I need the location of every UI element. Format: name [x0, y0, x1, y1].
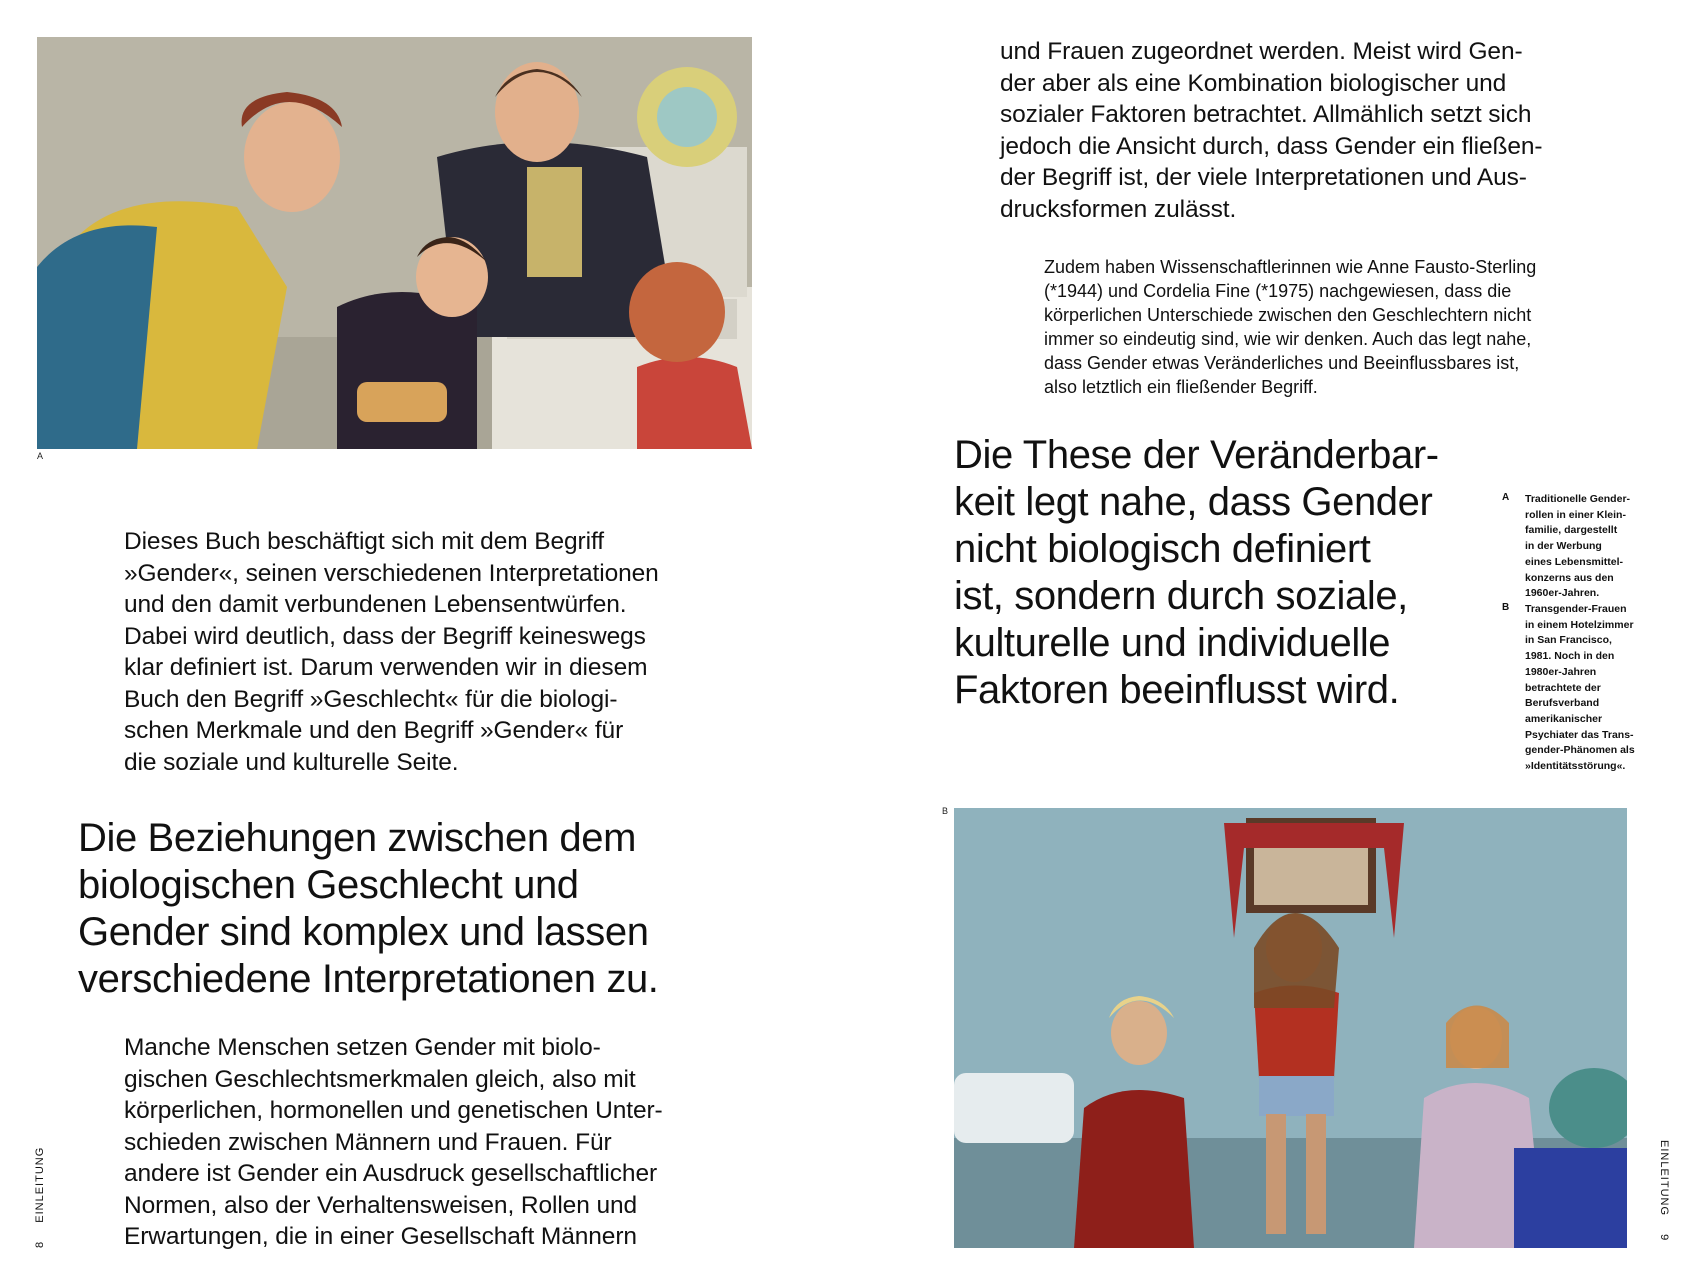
second-paragraph: Manche Menschen setzen Gender mit biolo- gischen Geschlechtsmerkmalen gleich, also mit körperlichen, hormonellen und genetischen Unter- schieden zwischen Männern und Frauen. Für andere ist Gender ein Ausdruck gesellschaftlicher Normen, also der Verhaltensweisen, Rollen und Erwartungen, die in einer Gesellschaft Männern: [124, 1034, 663, 1250]
running-head-right: EINLEITUNG: [1658, 1140, 1670, 1217]
running-head-left: EINLEITUNG: [34, 1146, 46, 1223]
caption-letter-b: B: [1502, 602, 1510, 613]
pull-quote-left: Die Beziehungen zwischen dem biologischen Geschlecht und Gender sind komplex und lassen verschiedene Interpretationen zu.: [78, 816, 659, 1001]
figure-b-label: B: [942, 806, 949, 816]
caption-letter-a: A: [1502, 492, 1510, 503]
figure-a-label: A: [37, 451, 44, 461]
intro-paragraph: Dieses Buch beschäftigt sich mit dem Begriff »Gender«, seinen verschiedenen Interpretationen und den damit verbundenen Lebensentwürfen. Dabei wird deutlich, dass der Begriff keineswegs klar definiert ist. Darum verwenden wir in diesem Buch den Begriff »Geschlecht« für die biologi- schen Merkmale und den Begriff »Gender« für die soziale und kulturelle Seite.: [124, 528, 659, 776]
caption-text-b: Transgender-Frauen in einem Hotelzimmer in San Francisco, 1981. Noch in den 1980er-Jahren betrachtete der Berufsverband amerikanischer Psychiater das Trans- gender-Phänomen als »Identitätsstörung«.: [1525, 603, 1635, 773]
right-folio: [1658, 1140, 1670, 1241]
page-number-9: 9: [1658, 1234, 1670, 1242]
pull-quote-right: Die These der Veränderbar- keit legt nahe, dass Gender nicht biologisch definiert ist, sondern durch soziale, kulturelle und individuelle Faktoren beeinflusst wird.: [954, 433, 1439, 712]
caption-text-a: Traditionelle Gender- rollen in einer Klein- familie, dargestellt in der Werbung eines Lebensmittel- konzerns aus den 1960er-Jahren.: [1525, 493, 1631, 600]
continued-paragraph: und Frauen zugeordnet werden. Meist wird Gen- der aber als eine Kombination biologischer und sozialer Faktoren betrachtet. Allmählich setzt sich jedoch die Ansicht durch, dass Gender ein fließen- der Begriff ist, der viele Interpretationen und Aus- drucksformen zulässt.: [1000, 38, 1543, 223]
page-number-8: 8: [34, 1240, 46, 1248]
left-folio: [34, 1147, 46, 1248]
photo-hotel-room: [954, 808, 1627, 1248]
small-paragraph: Zudem haben Wissenschaftlerinnen wie Anne Fausto-Sterling (*1944) und Cordelia Fine (*1975) nachgewiesen, dass die körperlichen Unterschiede zwischen den Geschlechtern nicht immer so eindeutig sind, wie wir denken. Auch das legt nahe, dass Gender etwas Veränderliches und Beeinflussbares ist, also letztlich ein fließender Begriff.: [1044, 257, 1537, 397]
photo-family-kitchen: [37, 37, 752, 449]
